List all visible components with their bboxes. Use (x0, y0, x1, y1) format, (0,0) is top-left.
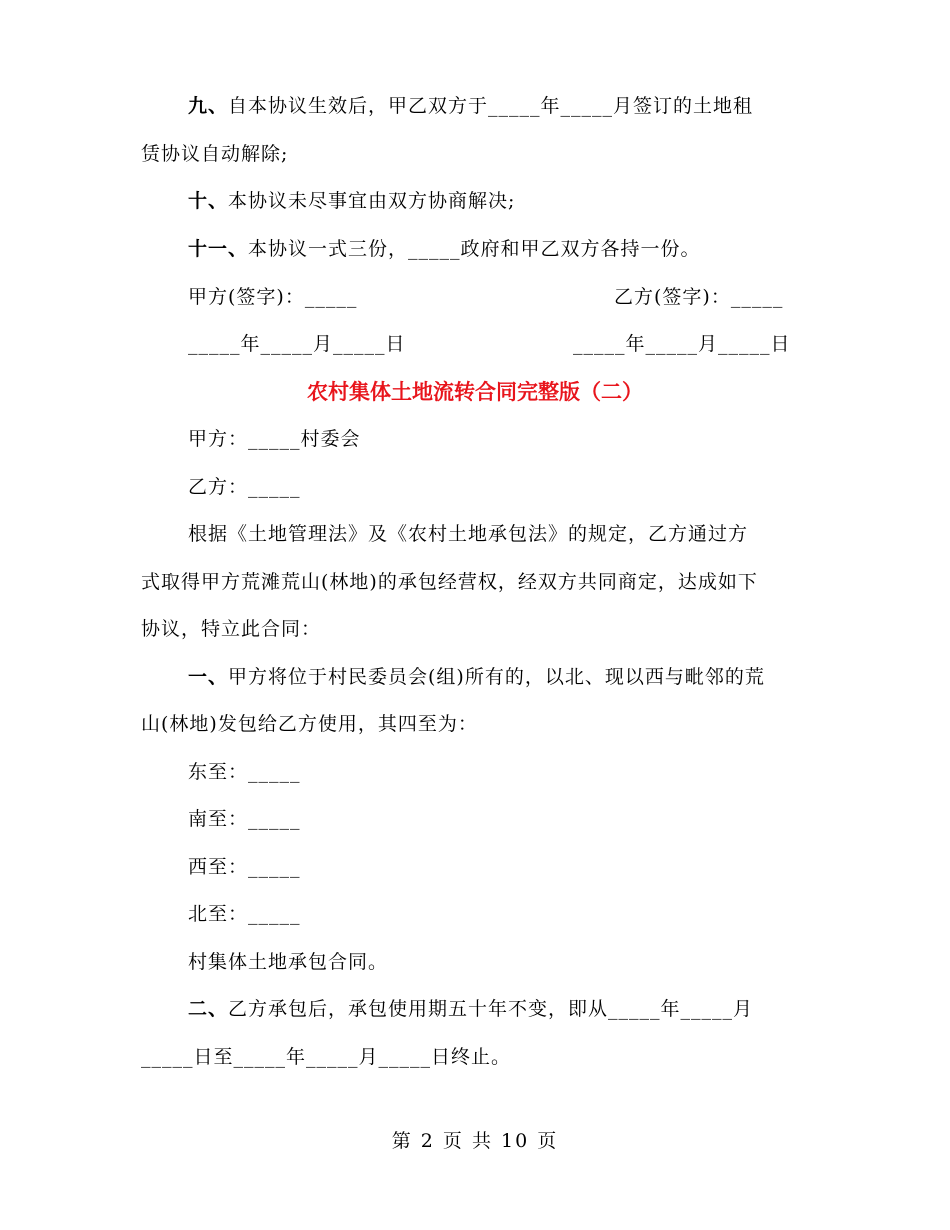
section-nine-line1 (188, 93, 753, 119)
preamble-line1: 根据《土地管理法》及《农村土地承包法》的规定，乙方通过方 (188, 523, 749, 545)
signature-date-b: _____年_____月_____日 (573, 333, 791, 355)
contract-note: 村集体土地承包合同。 (188, 951, 389, 973)
article-one-line2: 山(林地)发包给乙方使用，其四至为： (141, 713, 478, 735)
preamble-line2: 式取得甲方荒滩荒山(林地)的承包经营权，经双方共同商定，达成如下 (141, 571, 758, 593)
section-ten-label: 十、 (188, 190, 229, 212)
article-two-line2: _____日至_____年_____月_____日终止。 (141, 1046, 512, 1068)
signature-party-b: 乙方(签字)：_____ (614, 286, 784, 308)
boundary-south: 南至：_____ (188, 808, 301, 830)
boundary-east: 东至：_____ (188, 761, 301, 783)
page-indicator: 第 2 页 共 10 页 (391, 1130, 559, 1152)
party-a: 甲方：_____村委会 (188, 428, 361, 450)
section-nine-label: 九、 (188, 95, 229, 117)
contract-title: 农村集体土地流转合同完整版（二） (307, 380, 643, 404)
signature-party-a: 甲方(签字)：_____ (188, 286, 358, 308)
section-nine-text: 自本协议生效后，甲乙双方于_____年_____月签订的土地租 (228, 95, 754, 117)
preamble-line3: 协议，特立此合同： (141, 618, 322, 640)
article-two-label: 二、 (188, 998, 229, 1020)
section-ten-text: 本协议未尽事宜由双方协商解决; (228, 190, 516, 212)
article-two-line1 (188, 996, 753, 1022)
section-eleven (188, 236, 701, 262)
article-one-label: 一、 (188, 666, 229, 688)
article-two-text: 乙方承包后，承包使用期五十年不变，即从_____年_____月 (228, 998, 754, 1020)
section-eleven-label: 十一、 (188, 238, 249, 260)
boundary-west: 西至：_____ (188, 856, 301, 878)
section-eleven-text: 本协议一式三份，_____政府和甲乙双方各持一份。 (248, 238, 701, 260)
article-one-line1 (188, 664, 765, 690)
section-ten (188, 188, 515, 214)
party-b: 乙方：_____ (188, 476, 301, 498)
article-one-text: 甲方将位于村民委员会(组)所有的，以北、现以西与毗邻的荒 (228, 666, 765, 688)
section-nine-line2: 赁协议自动解除; (141, 143, 289, 165)
signature-date-a: _____年_____月_____日 (188, 333, 406, 355)
boundary-north: 北至：_____ (188, 903, 301, 925)
